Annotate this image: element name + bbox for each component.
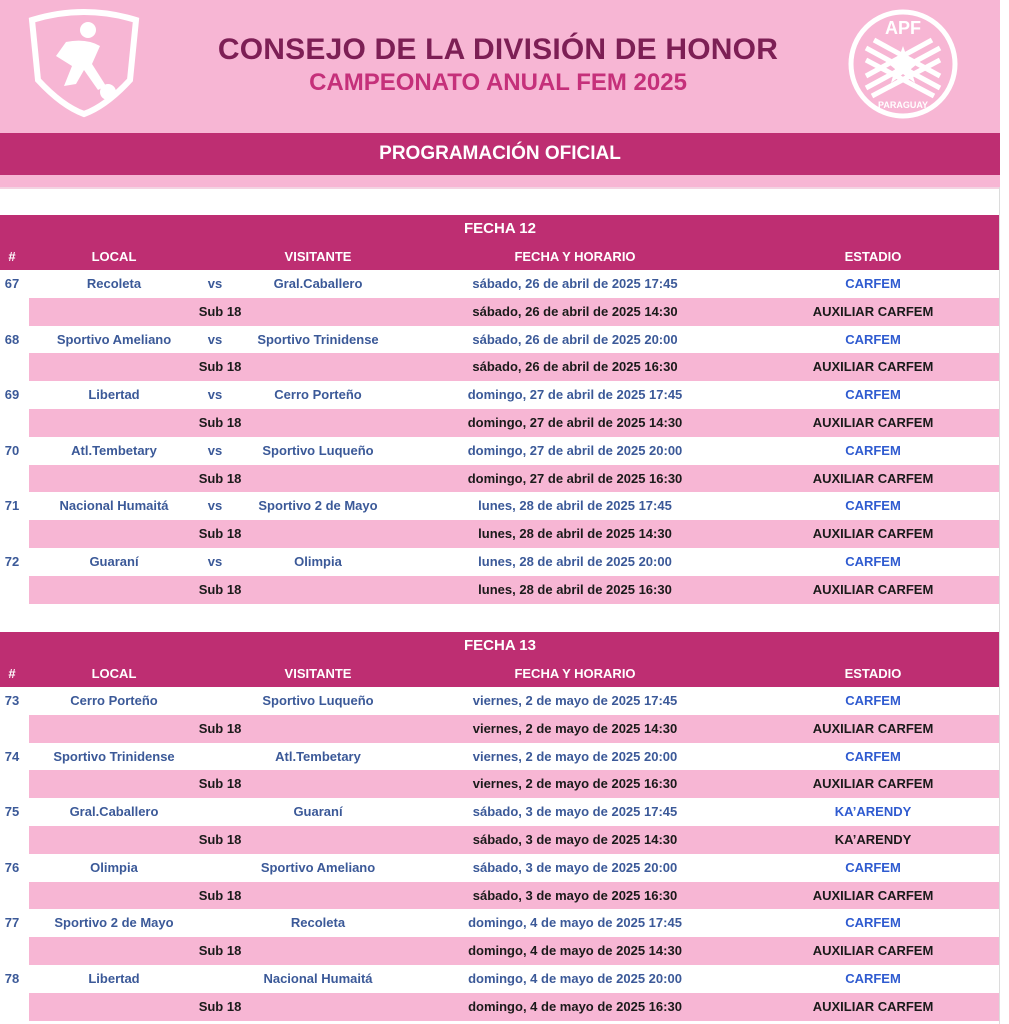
column-header-fecha: FECHA Y HORARIO	[514, 249, 636, 264]
match-number: 69	[4, 387, 20, 403]
official-banner: PROGRAMACIÓN OFICIAL	[0, 133, 1000, 175]
sub18-label: Sub 18	[198, 526, 242, 542]
sub18-label: Sub 18	[198, 832, 242, 847]
column-header-estadio: ESTADIO	[844, 666, 902, 681]
column-header-row	[0, 243, 1000, 270]
sub18-label: Sub 18	[198, 470, 242, 486]
match-stadium: CARFEM	[845, 442, 901, 458]
sub18-row	[29, 770, 1000, 798]
match-datetime: viernes, 2 de mayo de 2025 20:00	[472, 748, 678, 764]
apf-logo-subtext: PARAGUAY	[877, 100, 929, 110]
sub18-stadium: KA’ARENDY	[834, 832, 912, 847]
apf-logo-text: APF	[885, 18, 921, 38]
women-football-shield-icon	[26, 6, 142, 118]
sub18-stadium: AUXILIAR CARFEM	[812, 303, 934, 319]
sub18-datetime: sábado, 3 de mayo de 2025 14:30	[472, 832, 678, 847]
match-stadium: CARFEM	[845, 387, 901, 403]
page-subtitle: CAMPEONATO ANUAL FEM 2025	[309, 69, 687, 96]
sub18-row	[29, 520, 1000, 548]
match-number: 77	[4, 915, 20, 931]
match-number: 74	[4, 748, 20, 764]
sub18-datetime: sábado, 3 de mayo de 2025 16:30	[472, 887, 678, 903]
local-team: Olimpia	[90, 859, 138, 875]
header	[0, 0, 1000, 133]
local-team: Sportivo Ameliano	[56, 331, 172, 347]
vs-label: vs	[207, 276, 223, 291]
visiting-team: Sportivo 2 de Mayo	[258, 498, 378, 514]
sub18-row	[29, 937, 1000, 965]
match-stadium: KA’ARENDY	[834, 804, 912, 820]
local-team: Sportivo Trinidense	[53, 748, 175, 764]
match-stadium: CARFEM	[845, 276, 901, 291]
match-datetime: sábado, 3 de mayo de 2025 17:45	[472, 804, 678, 820]
match-stadium: CARFEM	[845, 748, 901, 764]
match-number: 73	[4, 693, 20, 708]
sub18-row	[29, 882, 1000, 910]
apf-logo-icon	[844, 8, 962, 120]
visiting-team: Sportivo Trinidense	[257, 331, 379, 347]
sub18-label: Sub 18	[198, 998, 242, 1014]
match-datetime: lunes, 28 de abril de 2025 17:45	[478, 498, 672, 514]
sub18-stadium: AUXILIAR CARFEM	[812, 470, 934, 486]
sub18-datetime: viernes, 2 de mayo de 2025 16:30	[472, 776, 678, 792]
sub18-row	[29, 298, 1000, 326]
sub18-label: Sub 18	[198, 303, 242, 319]
match-row	[0, 743, 1000, 771]
sub18-row	[29, 465, 1000, 493]
local-team: Sportivo 2 de Mayo	[54, 915, 174, 931]
match-datetime: domingo, 4 de mayo de 2025 17:45	[468, 915, 682, 931]
column-header-num: #	[8, 249, 16, 264]
sub18-row	[29, 576, 1000, 604]
sub18-label: Sub 18	[198, 581, 242, 597]
match-number: 67	[4, 276, 20, 291]
sub18-datetime: domingo, 4 de mayo de 2025 16:30	[468, 998, 682, 1014]
match-number: 76	[4, 859, 20, 875]
vs-label: vs	[207, 554, 223, 569]
visiting-team: Sportivo Luqueño	[262, 442, 374, 458]
match-datetime: sábado, 26 de abril de 2025 20:00	[472, 331, 678, 347]
match-number: 75	[4, 804, 20, 820]
match-stadium: CARFEM	[845, 331, 901, 347]
match-row	[0, 909, 1000, 937]
sub18-label: Sub 18	[198, 359, 242, 375]
local-team: Atl.Tembetary	[71, 442, 157, 458]
sub18-datetime: domingo, 27 de abril de 2025 14:30	[467, 415, 683, 430]
visiting-team: Olimpia	[294, 554, 342, 569]
sub18-datetime: viernes, 2 de mayo de 2025 14:30	[472, 720, 678, 736]
match-row	[0, 548, 1000, 576]
match-row	[0, 687, 1000, 715]
match-row	[0, 437, 1000, 465]
match-stadium: CARFEM	[845, 859, 901, 875]
local-team: Nacional Humaitá	[59, 498, 169, 514]
sub18-datetime: sábado, 26 de abril de 2025 16:30	[472, 359, 678, 375]
local-team: Gral.Caballero	[69, 804, 159, 820]
visiting-team: Recoleta	[290, 915, 346, 931]
column-header-visitante: VISITANTE	[284, 666, 352, 681]
match-datetime: sábado, 26 de abril de 2025 17:45	[472, 276, 678, 291]
match-datetime: domingo, 27 de abril de 2025 20:00	[467, 442, 683, 458]
match-stadium: CARFEM	[845, 498, 901, 514]
sub18-datetime: lunes, 28 de abril de 2025 16:30	[478, 581, 672, 597]
match-stadium: CARFEM	[845, 915, 901, 931]
match-stadium: CARFEM	[845, 554, 901, 569]
local-team: Guaraní	[89, 554, 139, 569]
sub18-datetime: domingo, 27 de abril de 2025 16:30	[467, 470, 683, 486]
sub18-label: Sub 18	[198, 415, 242, 430]
vs-label: vs	[207, 498, 223, 514]
divider	[0, 187, 1000, 189]
sub18-row	[29, 993, 1000, 1021]
sub18-stadium: AUXILIAR CARFEM	[812, 720, 934, 736]
pink-strip	[0, 175, 1000, 187]
column-header-estadio: ESTADIO	[844, 249, 902, 264]
match-number: 70	[4, 442, 20, 458]
fecha-title: FECHA 12	[0, 215, 1000, 243]
local-team: Recoleta	[86, 276, 142, 291]
column-header-local: LOCAL	[91, 249, 137, 264]
vs-label: vs	[207, 442, 223, 458]
sub18-datetime: lunes, 28 de abril de 2025 14:30	[478, 526, 672, 542]
match-datetime: sábado, 3 de mayo de 2025 20:00	[472, 859, 678, 875]
sub18-stadium: AUXILIAR CARFEM	[812, 581, 934, 597]
sub18-datetime: sábado, 26 de abril de 2025 14:30	[472, 303, 678, 319]
match-row	[0, 965, 1000, 993]
visiting-team: Sportivo Ameliano	[260, 859, 376, 875]
match-number: 78	[4, 971, 20, 986]
visiting-team: Cerro Porteño	[274, 387, 362, 403]
sub18-stadium: AUXILIAR CARFEM	[812, 887, 934, 903]
match-datetime: viernes, 2 de mayo de 2025 17:45	[472, 693, 678, 708]
sub18-row	[29, 353, 1000, 381]
sub18-datetime: domingo, 4 de mayo de 2025 14:30	[468, 943, 682, 959]
match-row	[0, 854, 1000, 882]
visiting-team: Gral.Caballero	[273, 276, 363, 291]
match-stadium: CARFEM	[845, 693, 901, 708]
visiting-team: Sportivo Luqueño	[262, 693, 374, 708]
match-number: 68	[4, 331, 20, 347]
page-title: CONSEJO DE LA DIVISIÓN DE HONOR	[217, 33, 779, 66]
match-number: 71	[4, 498, 20, 514]
visiting-team: Nacional Humaitá	[263, 971, 373, 986]
sub18-row	[29, 715, 1000, 743]
fecha-title: FECHA 13	[0, 632, 1000, 660]
sub18-row	[29, 409, 1000, 437]
sub18-stadium: AUXILIAR CARFEM	[812, 943, 934, 959]
match-stadium: CARFEM	[845, 971, 901, 986]
match-row	[0, 798, 1000, 826]
match-row	[0, 492, 1000, 520]
column-header-fecha: FECHA Y HORARIO	[514, 666, 636, 681]
sub18-stadium: AUXILIAR CARFEM	[812, 359, 934, 375]
sub18-label: Sub 18	[198, 776, 242, 792]
local-team: Libertad	[88, 971, 140, 986]
column-header-row	[0, 660, 1000, 687]
vs-label: vs	[207, 331, 223, 347]
local-team: Libertad	[88, 387, 140, 403]
sub18-stadium: AUXILIAR CARFEM	[812, 526, 934, 542]
match-datetime: domingo, 27 de abril de 2025 17:45	[467, 387, 683, 403]
match-datetime: lunes, 28 de abril de 2025 20:00	[478, 554, 672, 569]
match-row	[0, 270, 1000, 298]
column-header-visitante: VISITANTE	[284, 249, 352, 264]
sub18-row	[29, 826, 1000, 854]
column-header-local: LOCAL	[91, 666, 137, 681]
local-team: Cerro Porteño	[70, 693, 158, 708]
match-number: 72	[4, 554, 20, 569]
visiting-team: Guaraní	[293, 804, 343, 820]
sub18-stadium: AUXILIAR CARFEM	[812, 415, 934, 430]
sub18-stadium: AUXILIAR CARFEM	[812, 998, 934, 1014]
sub18-label: Sub 18	[198, 720, 242, 736]
column-header-num: #	[8, 666, 16, 681]
match-row	[0, 381, 1000, 409]
visiting-team: Atl.Tembetary	[275, 748, 361, 764]
match-datetime: domingo, 4 de mayo de 2025 20:00	[468, 971, 682, 986]
vs-label: vs	[207, 387, 223, 403]
match-row	[0, 326, 1000, 354]
sub18-label: Sub 18	[198, 943, 242, 959]
sub18-label: Sub 18	[198, 887, 242, 903]
right-margin	[1000, 0, 1009, 1024]
sub18-stadium: AUXILIAR CARFEM	[812, 776, 934, 792]
